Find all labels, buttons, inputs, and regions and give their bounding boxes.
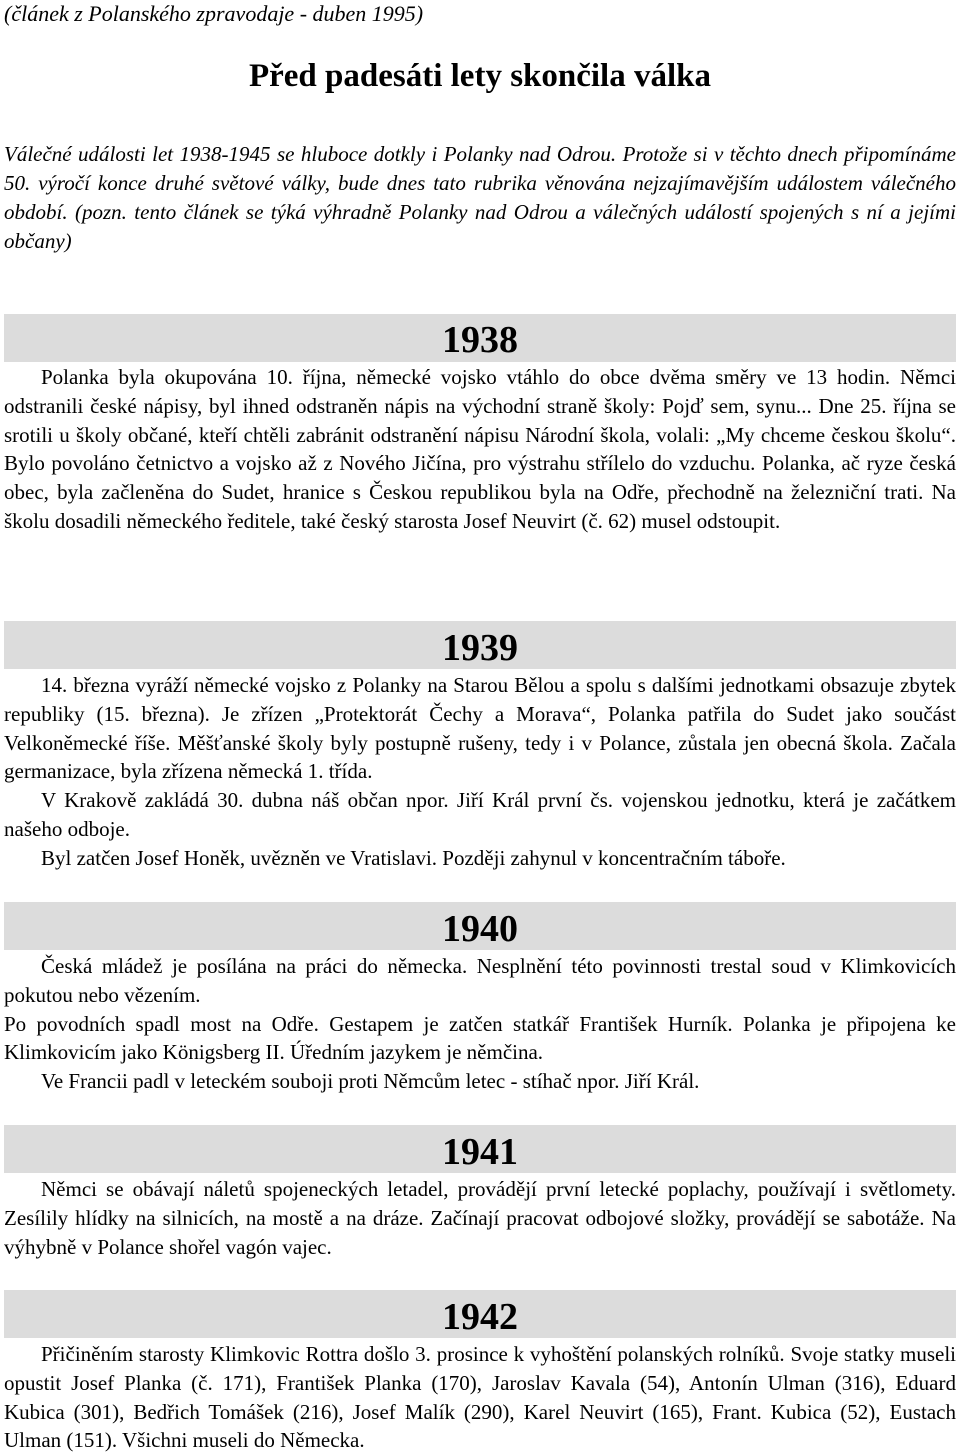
section-1940 (4, 952, 956, 1096)
year-heading-1940: 1940 (442, 908, 518, 950)
paragraph: Ve Francii padl v leteckém souboji proti Němcům letec - stíhač npor. Jiří Král. (41, 1069, 700, 1094)
article-source: (článek z Polanského zpravodaje - duben 1995) (4, 1, 424, 26)
paragraph: V Krakově zakládá 30. dubna náš občan npor. Jiří Král první čs. vojenskou jednotku, která je začátkem našeho odboje. (4, 788, 956, 841)
year-heading-1939: 1939 (442, 627, 518, 669)
article-intro: Válečné události let 1938-1945 se hluboce dotkly i Polanky nad Odrou. Protože si v těchto dnech připomínáme 50. výročí konce druhé světové války, bude dnes tato rubrika věnována nejzajímavějším událostem válečného období. (pozn. tento článek se týká výhradně Polanky nad Odrou a válečných událostí spojených s ní a jejími občany) (4, 142, 956, 253)
section-1938 (4, 363, 956, 536)
year-heading-1941: 1941 (442, 1131, 518, 1173)
section-1942 (4, 1340, 956, 1455)
section-1941 (4, 1175, 956, 1261)
paragraph: Polanka byla okupována 10. října, německé vojsko vtáhlo do obce dvěma směry ve 13 hodin. Němci odstranili české nápisy, byl ihned odstraněn nápis na východní straně školy: Pojď sem, synu... Dne 25. října se srotili u školy občané, kteří chtěli zabránit odstranění nápisu Národní škola, volali: „My chceme českou školu“. Bylo povoláno četnictvo a vojsko až z Nového Jičína, pro výstrahu střílelo do vzduchu. Polanka, ač ryze česká obec, byla začleněna do Sudet, hranice s Českou republikou byla na Odře, přechodně na železniční trati. Na školu dosadili německého ředitele, také český starosta Josef Neuvirt (č. 62) musel odstoupit. (4, 365, 956, 533)
paragraph: Němci se obávají náletů spojeneckých letadel, provádějí první letecké poplachy, používají i světlomety. Zesílily hlídky na silnicích, na mostě a na dráze. Začínají pracovat odbojové složky, provádějí se sabotáže. Na výhybně v Polance shořel vagón vajec. (4, 1177, 956, 1259)
year-heading-1942: 1942 (442, 1296, 518, 1338)
section-1939 (4, 671, 956, 873)
article-title: Před padesáti lety skončila válka (248, 58, 712, 94)
paragraph: Byl zatčen Josef Honěk, uvězněn ve Vratislavi. Později zahynul v koncentračním táboře. (41, 845, 786, 870)
paragraph: 14. března vyráží německé vojsko z Polanky na Starou Bělou a spolu s dalšími jednotkami obsazuje zbytek republiky (15. března). Je zřízen „Protektorát Čechy a Morava“, Polanka patřila do Sudet jako součást Velkoněmecké říše. Měšťanské školy byly postupně rušeny, tedy i v Polance, zůstala jen obecná škola. Začala germanizace, byla zřízena německá 1. třída. (4, 673, 956, 784)
paragraph: Přičiněním starosty Klimkovic Rottra došlo 3. prosince k vyhoštění polanských rolníků. Svoje statky museli opustit Josef Planka (č. 171), František Planka (170), Jaroslav Kavala (54), Antonín Ulman (316), Eduard Kubica (301), Bedřich Tomášek (216), Josef Malík (290), Karel Neuvirt (165), Frant. Kubica (52), Eustach Ulman (151). Všichni museli do Německa. (4, 1342, 956, 1453)
paragraph: Česká mládež je posílána na práci do německa. Nesplnění této povinnosti trestal soud v Klimkovicích pokutou nebo vězením. (4, 954, 956, 1007)
paragraph: Po povodních spadl most na Odře. Gestapem je zatčen statkář František Hurník. Polanka je připojena ke Klimkovicím jako Königsberg II. Úředním jazykem je němčina. (4, 1011, 956, 1065)
year-heading-1938: 1938 (442, 319, 518, 361)
